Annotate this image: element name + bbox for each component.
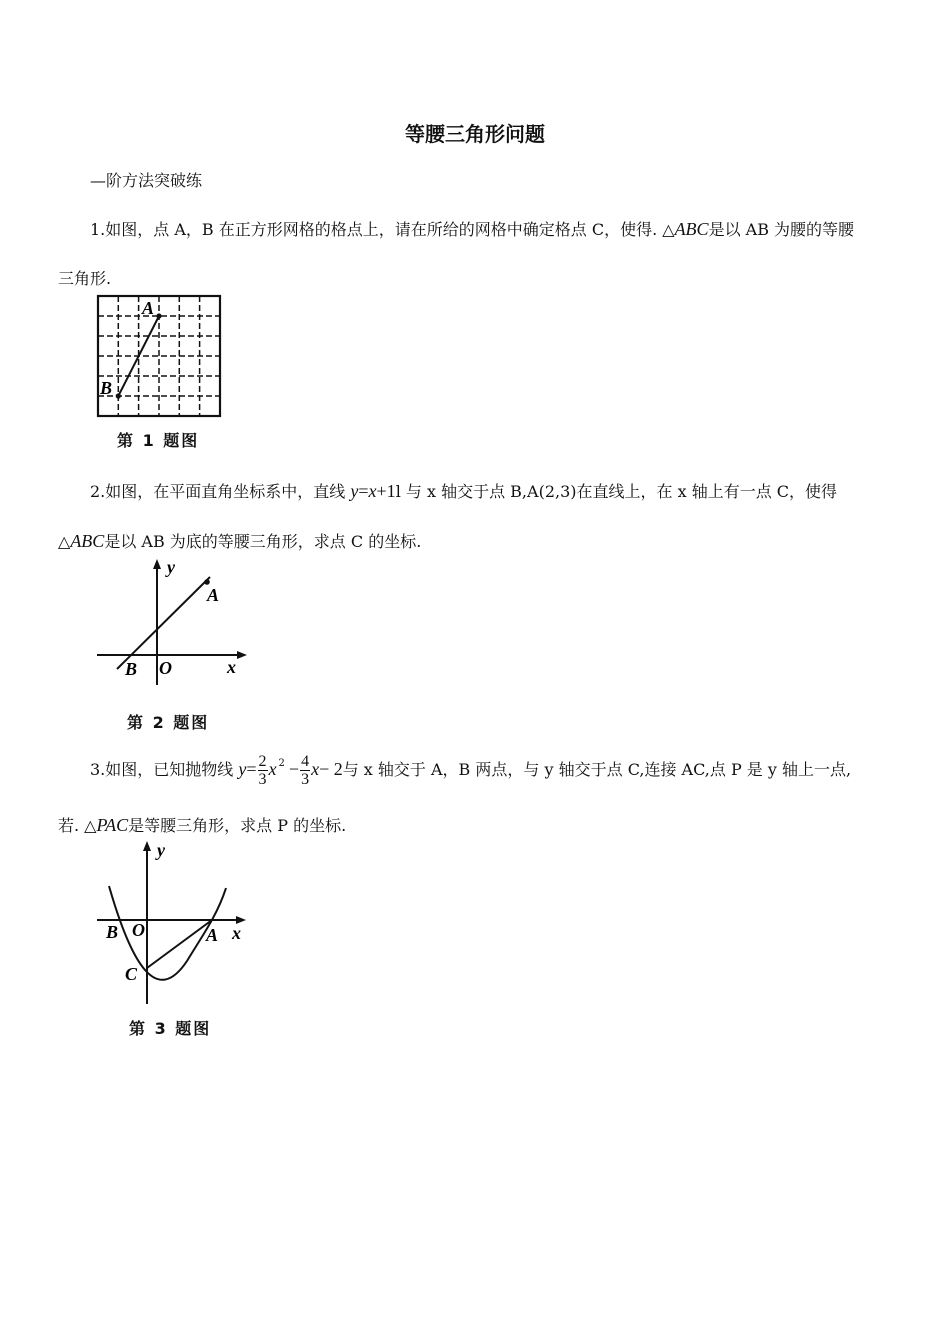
q3-frac2-denominator: 3 [301,771,310,788]
q3-y-arrow-icon [143,841,151,851]
q3-eq-x2: x [311,759,320,779]
q2-label-x: x [227,657,236,677]
q3-frac1-numerator: 2 [258,753,267,770]
q3-fraction-two-thirds [258,753,268,788]
q2-label-o: O [159,658,172,678]
q2-label-a: A [207,585,220,605]
q1-point-a [156,313,161,318]
q1-point-b [116,393,121,398]
q1-triangle-name: ABC [674,219,709,239]
q1-label-b: B [100,378,113,398]
q1-grid-diagram [92,290,232,420]
q3-label-a: A [206,925,219,945]
q2-text-pre: 2.如图，在平面直角坐标系中，直线 [90,482,346,501]
q3-triangle-name: PAC [96,815,129,835]
q2-eq-y: y [350,481,359,501]
q3-label-x: x [232,923,241,943]
q2-label-y: y [167,557,175,577]
q2-coordinate-diagram [92,555,252,685]
q2-text-line1 [90,480,930,503]
q2-y-arrow-icon [153,559,161,569]
q3-figure [92,836,257,1046]
q3-caption: 第 3 题图 [129,1019,212,1038]
q3-text-pre2: 若. △ [58,816,97,835]
q3-text-post: 与 x 轴交于 A，B 两点，与 y 轴交于点 C,连接 AC,点 P 是 y 轴上一点, [342,760,852,779]
q3-fraction-four-thirds [300,753,310,788]
q2-text-post2: 是以 AB 为底的等腰三角形，求点 C 的坐标. [104,532,422,551]
q1-text-line1 [90,218,930,241]
section-heading: —阶方法突破练 [90,171,203,190]
q1-text-post: 是以 AB 为腰的等腰 [708,220,855,239]
q3-text-pre: 3.如图，已知抛物线 [90,760,234,779]
q3-text-line2 [58,814,898,837]
q1-text-line2: 三角形. [58,269,112,288]
q3-label-y: y [157,840,165,860]
q2-eq-plus-one: +1 [376,481,396,501]
q2-figure [92,555,252,740]
q3-frac2-numerator: 4 [301,753,310,770]
q3-eq-x: x [268,759,277,779]
q2-caption: 第 2 题图 [127,713,210,732]
q3-frac1-denominator: 3 [258,771,267,788]
q3-parabola-diagram [92,836,257,1011]
q2-text-post: l 与 x 轴交于点 B,A(2,3)在直线上，在 x 轴上有一点 C，使得 [395,482,838,501]
q2-text-line2 [58,530,898,553]
q3-eq-equals: = [246,759,257,779]
q3-text-line1 [90,744,930,790]
q3-label-c: C [125,964,138,984]
q2-x-arrow-icon [237,651,247,659]
q1-text-pre: 1.如图，点 A，B 在正方形网格的格点上，请在所给的网格中确定格点 C，使得. △ [90,220,675,239]
q3-eq-minus: − [288,759,300,779]
q3-text-post2: 是等腰三角形，求点 P 的坐标. [128,816,347,835]
document-title: 等腰三角形问题 [405,122,545,146]
q3-eq-y: y [238,759,247,779]
q3-eq-minus-two: − 2 [319,759,343,779]
q2-label-b: B [125,659,138,679]
q2-triangle-name: ABC [70,531,105,551]
q1-caption: 第 1 题图 [117,431,200,450]
q3-label-o: O [132,920,145,940]
q3-segment-ac [147,920,212,968]
q2-point-a [204,579,210,585]
q2-eq-x: x [368,481,377,501]
q2-triangle-symbol: △ [58,532,71,551]
q3-label-b: B [106,922,119,942]
q2-eq-equals: = [358,481,369,501]
q1-label-a: A [142,298,155,318]
q3-eq-exponent: 2 [278,758,285,769]
q1-figure [92,290,232,455]
